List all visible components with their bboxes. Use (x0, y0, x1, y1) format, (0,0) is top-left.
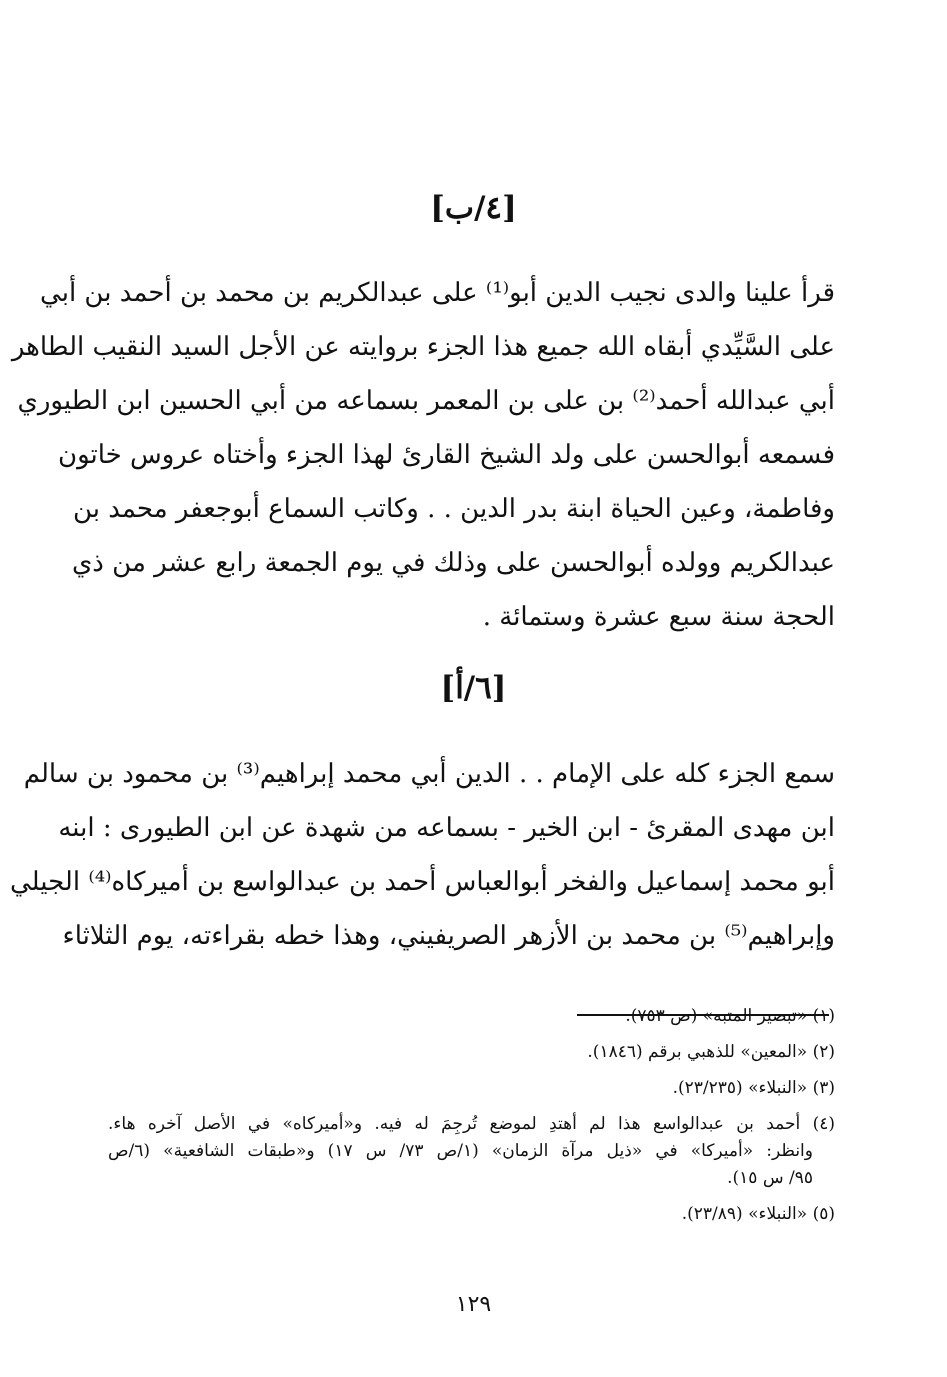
footnote-text: (١) «تبصير المتبه» (ص ٧٥٣). (625, 1006, 835, 1026)
page-number: ١٢٩ (455, 1292, 492, 1317)
text-line: عبدالكريم وولده أبوالحسن على وذلك في يوم الجمعة رابع عشر من ذي (71, 548, 835, 578)
footnotes (108, 1003, 835, 1228)
section-heading-folio-4b: [٤/ب] (430, 190, 517, 226)
footnote-5 (108, 1201, 835, 1228)
text-line: سمع الجزء كله على الإمام . . الدين أبي محمد إبراهيم⁽³⁾ بن محمود بن سالم (23, 759, 835, 789)
paragraph-sama-2 (10, 747, 835, 963)
footnote-text: (٣) «النبلاء» (٢٣/٢٣٥). (672, 1078, 835, 1098)
footnote-text: (٢) «المعين» للذهبي برقم (١٨٤٦). (587, 1042, 835, 1062)
footnote-2 (108, 1039, 835, 1066)
text-line: وفاطمة، وعين الحياة ابنة بدر الدين . . وكاتب السماع أبوجعفر محمد بن (72, 494, 835, 524)
text-line: على السَّيِّدي أبقاه الله جميع هذا الجزء بروايته عن الأجل السيد النقيب الطاهر (11, 332, 835, 362)
text-line: ابن مهدى المقرئ - ابن الخير - بسماعه من شهدة عن ابن الطيورى : ابنه (58, 813, 835, 843)
text-line: فسمعه أبوالحسن على ولد الشيخ القارئ لهذا الجزء وأختاه عروس خاتون (57, 440, 835, 470)
footnote-continuation: ٩٥/ س ١٥). (727, 1168, 813, 1188)
text-line: وإبراهيم⁽⁵⁾ بن محمد بن الأزهر الصريفيني، وهذا خطه بقراءته، يوم الثلاثاء (62, 921, 835, 951)
footnote-1 (108, 1003, 835, 1030)
text-line: أبو محمد إسماعيل والفخر أبوالعباس أحمد بن عبدالواسع بن أميركاه⁽⁴⁾ الجيلي (10, 867, 835, 897)
paragraph-sama-1 (11, 266, 835, 644)
footnote-text: (٤) أحمد بن عبدالواسع هذا لم أهتدِ لموضع تُرجِمَ له فيه. و«أميركاه» في الأصل آخره هاء. (108, 1114, 835, 1134)
footnote-4 (108, 1111, 835, 1192)
footnote-3 (108, 1075, 835, 1102)
footnote-text: (٥) «النبلاء» (٢٣/٨٩). (681, 1204, 835, 1224)
text-line: الحجة سنة سبع عشرة وستمائة . (482, 602, 835, 632)
text-line: قرأ علينا والدى نجيب الدين أبو⁽¹⁾ على عبدالكريم بن محمد بن أحمد بن أبي (40, 278, 835, 308)
footnote-continuation: وانظر: «أميركا» في «ذيل مرآة الزمان» (١/ص ٧٣/ س ١٧) و«طبقات الشافعية» (٦/ص (108, 1141, 813, 1161)
text-line: أبي عبدالله أحمد⁽²⁾ بن على بن المعمر بسماعه من أبي الحسين ابن الطيوري (17, 386, 835, 416)
section-heading-folio-6a: [٦/أ] (440, 670, 507, 706)
